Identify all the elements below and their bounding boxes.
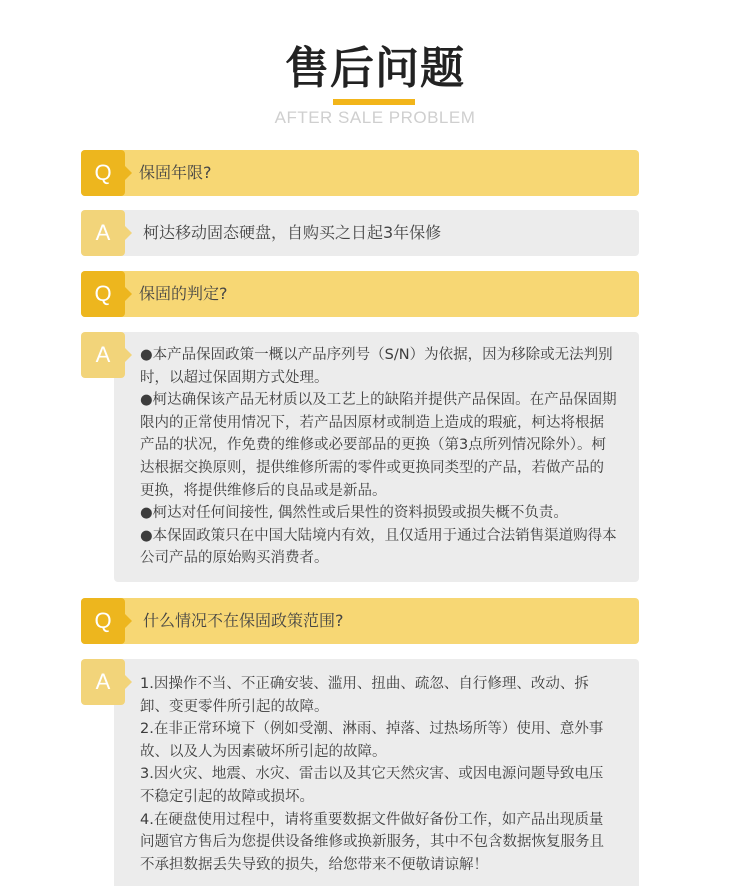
answer-text: 柯达移动固态硬盘，自购买之日起3年保修 (143, 223, 442, 242)
answer-body (140, 673, 617, 876)
answer-row-warranty-determination (95, 332, 639, 582)
question-row-exclusions (81, 598, 639, 644)
q-badge: Q (81, 598, 125, 644)
answer-row-exclusions (95, 659, 639, 886)
answer-paragraph: 3.因火灾、地震、水灾、雷击以及其它天然灾害、或因电源问题导致电压不稳定引起的故障或损坏。 (140, 766, 604, 805)
page-title: 售后问题 (285, 43, 465, 94)
a-badge: A (81, 210, 125, 256)
question-text: 保固的判定? (139, 284, 228, 303)
a-badge: A (81, 659, 125, 705)
answer-paragraph: 1.因操作不当、不正确安装、滥用、扭曲、疏忽、自行修理、改动、拆卸、变更零件所引起的故障。 (140, 676, 589, 715)
question-row-warranty-determination (81, 271, 639, 317)
answer-row-warranty-period (81, 210, 639, 256)
question-row-warranty-period (81, 150, 639, 196)
answer-paragraph: 4.在硬盘使用过程中，请将重要数据文件做好备份工作，如产品出现质量问题官方售后为您提供设备维修或换新服务，其中不包含数据恢复服务且不承担数据丢失导致的损失，给您带来不便敬请谅解！ (140, 811, 604, 873)
answer-paragraph: ●柯达对任何间接性, 偶然性或后果性的资料损毁或损失概不负责。 (140, 505, 568, 522)
q-badge: Q (81, 150, 125, 196)
page-subtitle: AFTER SALE PROBLEM (274, 108, 476, 127)
question-text: 什么情况不在保固政策范围? (143, 611, 344, 630)
answer-paragraph: ●本保固政策只在中国大陆境内有效，且仅适用于通过合法销售渠道购得本公司产品的原始购买消费者。 (140, 527, 617, 567)
answer-paragraph: ●本产品保固政策一概以产品序列号（S/N）为依据，因为移除或无法判别时，以超过保固期方式处理。 (140, 347, 613, 386)
q-badge: Q (81, 271, 125, 317)
a-badge: A (81, 332, 125, 378)
answer-body (140, 344, 617, 570)
answer-paragraph: ●柯达确保该产品无材质以及工艺上的缺陷并提供产品保固。在产品保固期限内的正常使用情况下，若产品因原材或制造上造成的瑕疵，柯达将根据产品的状况，作免费的维修或必要部品的更换（第3点所列情况除外）。柯达根据交换原则，提供维修所需的零件或更换同类型的产品，若做产品的更换，将提供维修后的良品或是新品。 (140, 392, 617, 499)
answer-paragraph: 2.在非正常环境下（例如受潮、淋雨、掉落、过热场所等）使用、意外事故、以及人为因素破坏所引起的故障。 (140, 721, 604, 760)
question-text: 保固年限? (139, 163, 212, 182)
title-underline (333, 99, 415, 105)
